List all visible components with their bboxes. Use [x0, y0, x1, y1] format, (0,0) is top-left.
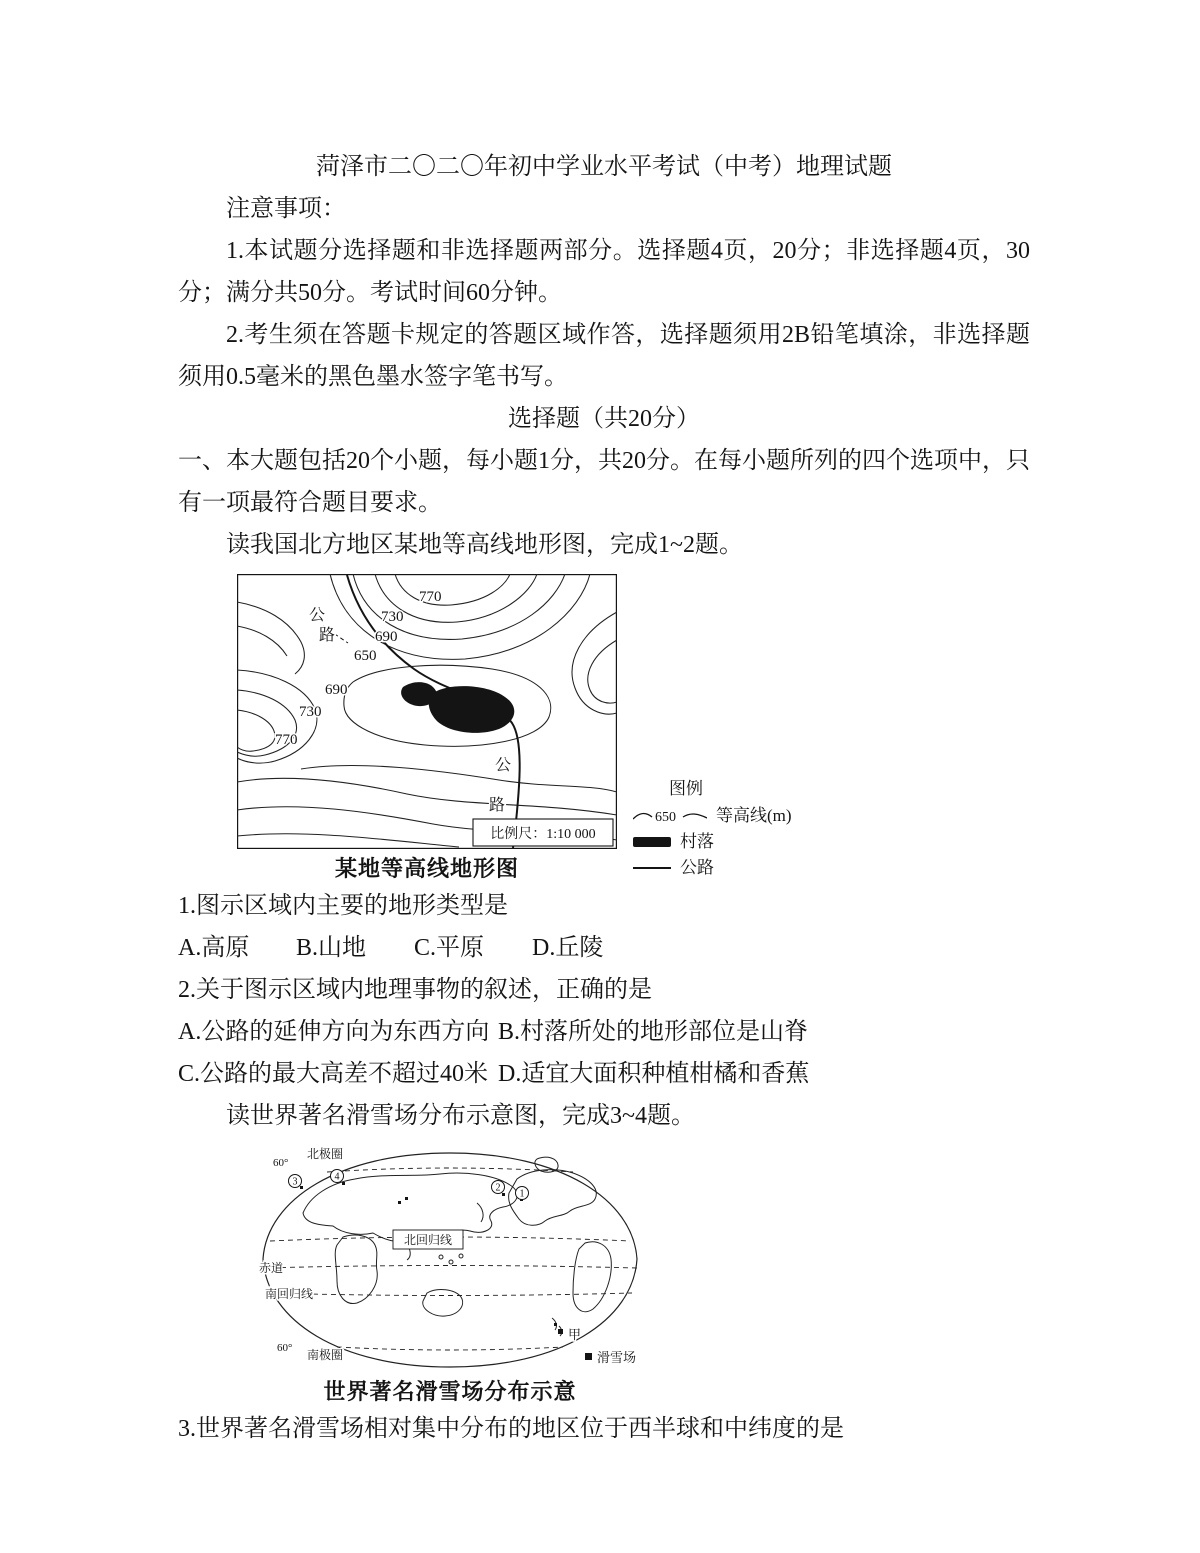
legend-contour-label: 等高线(m): [716, 806, 792, 826]
q2-options-row-2: [178, 1053, 1030, 1095]
contour-label-730-top: 730: [381, 609, 404, 625]
q2-option-b: B.村落所处的地形部位是山脊: [498, 1019, 809, 1045]
contour-label-730-left: 730: [299, 704, 322, 720]
latitude-lines: [263, 1168, 637, 1350]
contour-label-650-top: 650: [354, 648, 377, 664]
legend-title: 图例: [669, 778, 703, 798]
road-symbol: [633, 867, 671, 869]
label-arctic-circle: 北极圈: [307, 1147, 344, 1161]
q2-options-row-1: [178, 1011, 1030, 1053]
passage-1: 读我国北方地区某地等高线地形图，完成1~2题。: [226, 532, 743, 558]
label-tropic-of-capricorn: 南回归线: [265, 1287, 314, 1301]
q2-option-a: A.公路的延伸方向为东西方向: [178, 1019, 490, 1045]
section-heading: 选择题（共20分）: [508, 406, 700, 432]
q1-option-a: A.高原: [178, 935, 250, 961]
numbered-markers: [289, 1170, 529, 1200]
tropic-of-cancer-label: [393, 1230, 463, 1249]
legend-village-label: 村落: [680, 832, 714, 852]
contour-map-drawing: [237, 574, 617, 849]
contour-label-770-left: 770: [275, 732, 298, 748]
scale-box: [473, 819, 613, 846]
notice-item-1: 1.本试题分选择题和非选择题两部分。选择题4页，20分；非选择题4页，30分；满分共50分。考试时间60分钟。: [178, 238, 1030, 306]
q1-option-d: D.丘陵: [532, 935, 604, 961]
line-tropic-of-capricorn: [268, 1293, 632, 1296]
jia-label: 甲: [568, 1327, 582, 1342]
contour-label-770-top: 770: [419, 589, 442, 605]
label-60n: 60°: [273, 1157, 289, 1169]
australia: [423, 1290, 463, 1317]
q2-option-d: D.适宜大面积种植柑橘和香蕉: [498, 1061, 810, 1087]
q2-option-c: C.公路的最大高差不超过40米: [178, 1061, 489, 1087]
island: [459, 1254, 463, 1258]
q1-option-b: B.山地: [296, 935, 367, 961]
marker-4: [331, 1170, 344, 1183]
q1-options: [178, 927, 1030, 969]
legend-contour-value: 650: [655, 810, 676, 825]
line-equator: [263, 1266, 637, 1269]
legend-contour-row: [633, 803, 792, 829]
marker-3: [289, 1175, 302, 1188]
figure1-legend: [633, 776, 792, 882]
passage-2: 读世界著名滑雪场分布示意图，完成3~4题。: [226, 1103, 695, 1129]
q2-stem: 2.关于图示区域内地理事物的叙述，正确的是: [178, 977, 652, 1003]
q1-stem: 1.图示区域内主要的地形类型是: [178, 893, 508, 919]
section-intro: 一、本大题包括20个小题，每小题1分，共20分。在每小题所列的四个选项中，只有一项最符合题目要求。: [178, 448, 1030, 516]
world-map-drawing: [255, 1141, 645, 1376]
page-title: 菏泽市二〇二〇年初中学业水平考试（中考）地理试题: [316, 154, 892, 180]
africa: [335, 1235, 377, 1303]
figure-contour-map: [237, 574, 1030, 883]
ski-site-label: 滑雪场: [597, 1350, 637, 1365]
legend-village-row: [633, 829, 792, 855]
figure-world-ski-map: [255, 1141, 1030, 1406]
figure1-caption: 某地等高线地形图: [334, 856, 519, 881]
island: [439, 1255, 443, 1259]
q1-option-c: C.平原: [414, 935, 485, 961]
ski-site-symbol: [585, 1353, 592, 1360]
q3-stem: 3.世界著名滑雪场相对集中分布的地区位于西半球和中纬度的是: [178, 1416, 844, 1442]
svg-text:3: 3: [292, 1176, 298, 1188]
line-60s: [337, 1347, 563, 1350]
contour-line-symbol: [633, 807, 707, 825]
scale-label: 比例尺：1:10 000: [490, 827, 596, 842]
contour-map-block: [237, 574, 617, 883]
map-border: [238, 575, 617, 849]
notice-heading: 注意事项：: [226, 196, 346, 222]
svg-text:1: 1: [519, 1188, 525, 1200]
road-label-top-2: 路: [319, 627, 336, 644]
label-equator: 赤道: [259, 1261, 284, 1275]
road-label-top-1: 公: [309, 607, 326, 624]
contour-label-690-left: 690: [325, 682, 348, 698]
legend-road-row: [633, 855, 792, 881]
notice-item-2: 2.考生须在答题卡规定的答题区域作答，选择题须用2B铅笔填涂，非选择题须用0.5毫米的黑色墨水签字笔书写。: [178, 322, 1030, 390]
japan: [477, 1203, 483, 1222]
marker-1: [516, 1187, 529, 1200]
svg-text:北回归线: 北回归线: [403, 1233, 453, 1247]
marker-2: [492, 1181, 505, 1194]
south-america: [573, 1242, 611, 1312]
road-label-bottom-1: 公: [495, 757, 512, 774]
contour-label-690-top: 690: [375, 629, 398, 645]
ski-site-legend: [585, 1350, 636, 1365]
svg-text:4: 4: [334, 1171, 340, 1183]
figure2-caption: 世界著名滑雪场分布示意: [323, 1379, 577, 1404]
label-60s: 60°: [277, 1342, 293, 1354]
legend-road-label: 公路: [680, 858, 714, 878]
road-label-bottom-2: 路: [489, 797, 506, 814]
svg-text:2: 2: [495, 1182, 501, 1194]
island: [449, 1260, 453, 1264]
village-symbol: [633, 837, 671, 847]
label-antarctic-circle: 南极圈: [307, 1348, 344, 1362]
ski-resort-dots: [300, 1182, 557, 1326]
